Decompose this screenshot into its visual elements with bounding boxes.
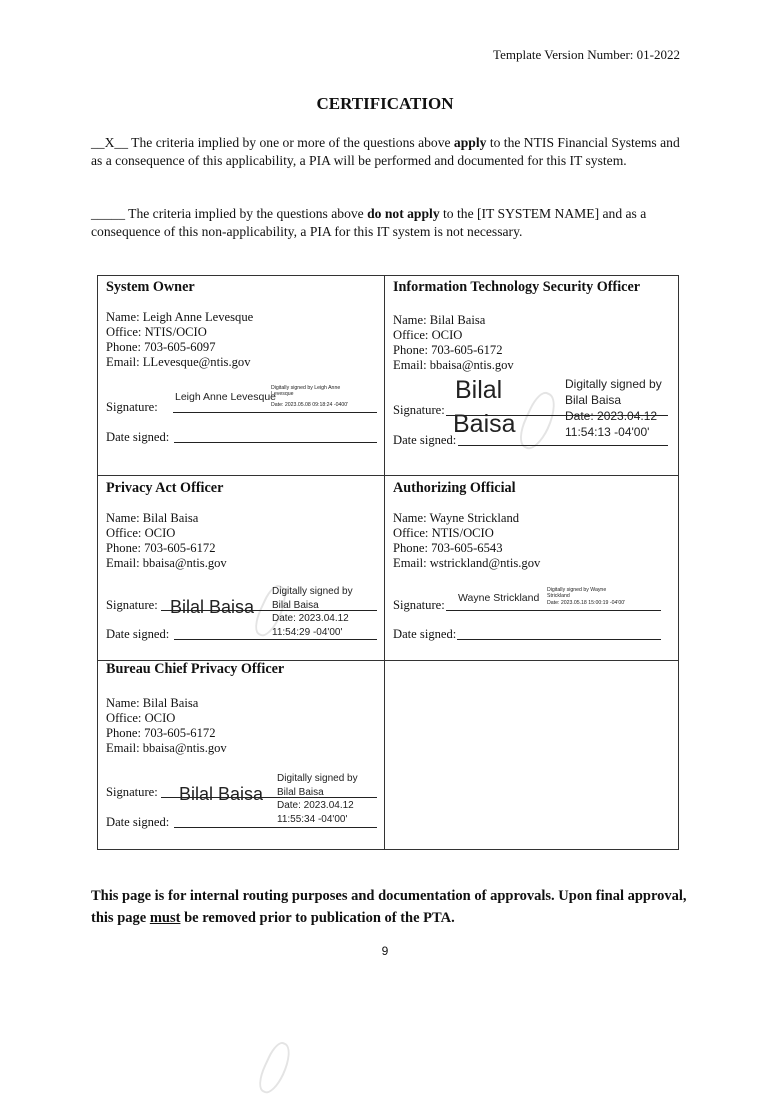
bureau-chief-name: Name: Bilal Baisa [106, 696, 199, 710]
bureau-chief-sig-note-1: Digitally signed by [277, 773, 358, 784]
bureau-chief-sig-date-2: 11:55:34 -04'00' [277, 813, 348, 825]
bureau-chief-title: Bureau Chief Privacy Officer [106, 661, 285, 677]
privacy-act-officer-signature: Bilal Baisa [170, 597, 255, 617]
itso-signature-first: Bilal [455, 376, 503, 404]
page-number: 9 [381, 944, 389, 958]
option-not-apply-paragraph [91, 205, 691, 240]
template-version: Template Version Number: 01-2022 [493, 47, 680, 62]
itso-sig-date-1: Date: 2023.04.12 [565, 409, 658, 423]
bureau-chief-office: Office: OCIO [106, 711, 176, 725]
itso-sig-note-2: Bilal Baisa [565, 393, 622, 407]
itso-date-label: Date signed: [393, 433, 457, 447]
system-owner-office: Office: NTIS/OCIO [106, 325, 207, 339]
itso-sig-note [565, 376, 662, 440]
bureau-chief-cell [97, 660, 385, 850]
authorizing-official-phone: Phone: 703-605-6543 [393, 541, 503, 555]
privacy-act-officer-sig-note-1: Digitally signed by [272, 586, 353, 597]
footer-text-1: This page is for internal routing purposes and documentation of approvals. Upon final approval, this page [91, 888, 687, 926]
system-owner-date-line [174, 430, 377, 443]
system-owner-email: Email: LLevesque@ntis.gov [106, 355, 251, 369]
privacy-act-officer-cell [97, 475, 385, 661]
footer-underlined: must [149, 910, 181, 926]
option-apply-text-after: to the NTIS Financial Systems and as a consequence of this applicability, a PIA will be performed and documented for this IT system. [91, 135, 680, 168]
authorizing-official-email: Email: wstrickland@ntis.gov [393, 556, 541, 570]
privacy-act-officer-date-line [174, 627, 377, 640]
itso-sig-date-2: 11:54:13 -04'00' [565, 425, 650, 439]
system-owner-name: Name: Leigh Anne Levesque [106, 310, 254, 324]
option-apply-text-before: The criteria implied by one or more of the questions above [128, 135, 454, 150]
privacy-act-officer-sig-date-1: Date: 2023.04.12 [272, 613, 349, 624]
privacy-act-officer-info [106, 511, 227, 571]
bureau-chief-email: Email: bbaisa@ntis.gov [106, 741, 227, 755]
authorizing-official-sig-date: Date: 2023.05.18 15:00:19 -04'00' [547, 600, 626, 606]
bureau-chief-date-line [174, 815, 377, 828]
privacy-act-officer-sig-note-2: Bilal Baisa [272, 599, 319, 611]
itso-cell [384, 275, 679, 476]
bureau-chief-signature: Bilal Baisa [179, 784, 264, 804]
system-owner-sig-date: Date: 2023.05.08 09:18:24 -0400' [271, 402, 349, 408]
bureau-chief-sig-date-1: Date: 2023.04.12 [277, 800, 354, 811]
itso-signature-last: Baisa [453, 410, 516, 438]
authorizing-official-name: Name: Wayne Strickland [393, 511, 520, 525]
authorizing-official-sig-note: Digitally signed by Wayne Strickland [547, 587, 607, 599]
itso-phone: Phone: 703-605-6172 [393, 343, 503, 357]
privacy-act-officer-phone: Phone: 703-605-6172 [106, 541, 216, 555]
bureau-chief-sig-note-2: Bilal Baisa [277, 786, 324, 798]
system-owner-signature-label: Signature: [106, 400, 158, 414]
system-owner-phone: Phone: 703-605-6097 [106, 340, 216, 354]
privacy-act-officer-name: Name: Bilal Baisa [106, 511, 199, 525]
option-not-apply-text-after: to the [IT SYSTEM NAME] and as a consequence of this non-applicability, a PIA for this IT system is not necessary. [91, 206, 647, 239]
privacy-act-officer-office: Office: OCIO [106, 526, 176, 540]
authorizing-official-signature-label: Signature: [393, 598, 445, 612]
system-owner-date-label: Date signed: [106, 430, 170, 444]
authorizing-official-date-label: Date signed: [393, 627, 457, 641]
authorizing-official-title: Authorizing Official [393, 480, 516, 496]
bureau-chief-date-label: Date signed: [106, 815, 170, 829]
bureau-chief-phone: Phone: 703-605-6172 [106, 726, 216, 740]
system-owner-signature: Leigh Anne Levesque [175, 391, 277, 403]
option-not-apply-mark: _____ [91, 206, 125, 221]
bureau-chief-info [106, 696, 227, 756]
option-not-apply-text-before: The criteria implied by the questions above [124, 206, 368, 221]
itso-name: Name: Bilal Baisa [393, 313, 486, 327]
privacy-act-officer-title: Privacy Act Officer [106, 480, 224, 496]
footer-text-2: be removed prior to publication of the PTA. [180, 910, 455, 926]
itso-email: Email: bbaisa@ntis.gov [393, 358, 514, 372]
itso-signature-label: Signature: [393, 403, 445, 417]
system-owner-sig-note: Digitally signed by Leigh Anne Levesque [271, 385, 341, 397]
authorizing-official-date-line [457, 627, 661, 640]
footer-note [91, 885, 691, 929]
itso-title: Information Technology Security Officer [393, 279, 641, 295]
privacy-act-officer-sig-date-2: 11:54:29 -04'00' [272, 626, 343, 638]
itso-info [393, 313, 514, 373]
option-apply-bold: apply [453, 135, 487, 150]
authorizing-official-signature: Wayne Strickland [458, 592, 540, 604]
option-apply-paragraph [91, 134, 691, 169]
option-apply-mark: __X__ [91, 135, 129, 150]
empty-cell [384, 660, 679, 850]
signature-table [97, 275, 679, 850]
privacy-act-officer-signature-label: Signature: [106, 598, 158, 612]
authorizing-official-office: Office: NTIS/OCIO [393, 526, 494, 540]
system-owner-cell [97, 275, 385, 476]
itso-office: Office: OCIO [393, 328, 463, 342]
privacy-act-officer-date-label: Date signed: [106, 627, 170, 641]
bureau-chief-signature-label: Signature: [106, 785, 158, 799]
option-not-apply-bold: do not apply [367, 206, 440, 221]
authorizing-official-info [393, 511, 540, 571]
itso-date-line [458, 433, 668, 446]
bureau-chief-signature-watermark [254, 1039, 297, 1097]
privacy-act-officer-email: Email: bbaisa@ntis.gov [106, 556, 227, 570]
authorizing-official-cell [384, 475, 679, 661]
system-owner-info [106, 310, 253, 370]
page-title: CERTIFICATION [316, 94, 454, 113]
system-owner-title: System Owner [106, 279, 195, 295]
itso-sig-note-1: Digitally signed by [565, 377, 662, 391]
